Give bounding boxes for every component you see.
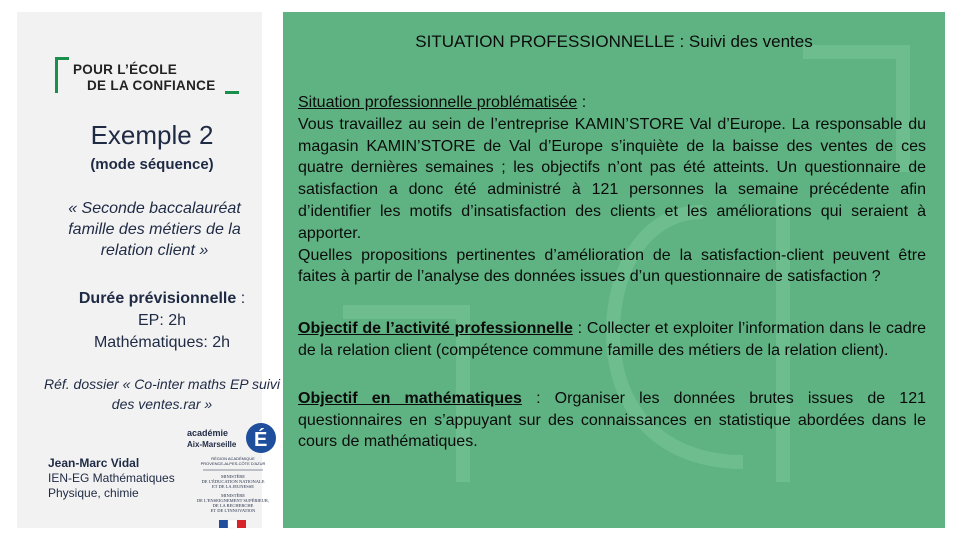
example-title: Exemple 2 [90, 120, 214, 150]
seal-ministry2-b: DE L'ENSEIGNEMENT SUPÉRIEUR, [196, 498, 270, 503]
logo-tick-top [55, 57, 69, 60]
situation-label: Situation professionnelle problématisée [298, 94, 578, 111]
example-subtitle: (mode séquence) [90, 156, 214, 173]
duration-ep: EP: 2h [137, 312, 187, 329]
seal-ministry1-a: MINISTÈRE [221, 474, 245, 479]
ecole-confiance-logo [55, 47, 245, 99]
logo-text-line1: POUR L’ÉCOLE [73, 62, 178, 77]
logo-text-line2: DE LA CONFIANCE [87, 78, 216, 93]
duration-block [47, 288, 277, 354]
seal-emblem-letter: É [254, 429, 268, 451]
seal-academie-text: académie [187, 428, 229, 438]
duration-separator: : [236, 290, 246, 307]
situation-label-sep: : [577, 94, 587, 111]
flag-red [237, 520, 246, 528]
seal-ministry1-c: ET DE LA JEUNESSE [211, 484, 255, 489]
author-name: Jean-Marc Vidal [48, 456, 140, 470]
situation-title: SITUATION PROFESSIONNELLE : Suivi des ventes [415, 32, 813, 51]
objective-math-paragraph [298, 388, 926, 453]
class-description: « Seconde baccalauréat famille des métiers de la relation client » [68, 200, 241, 259]
objective-math-text: : Organiser les données brutes issues de 121 questionnaires en s’appuyant sur des connaissances en statistique abordées dans le cours de mathématiques. [298, 389, 926, 451]
logo-accent-bar [55, 57, 58, 93]
flag-blue [219, 520, 228, 528]
author-block [48, 456, 188, 501]
objective-pro-paragraph [298, 318, 926, 362]
left-panel [17, 12, 280, 528]
duration-label: Durée prévisionnelle [78, 290, 237, 307]
situation-paragraph [298, 92, 926, 114]
seal-ministry2-d: ET DE L'INNOVATION [210, 508, 256, 513]
objective-pro-text: : Collecter et exploiter l’information dans le cadre de la relation client (compétence commune famille des métiers de la relation client). [298, 320, 926, 359]
logo-tick-right [225, 91, 239, 94]
author-department: Physique, chimie [48, 486, 139, 500]
objective-math-label: Objectif en mathématiques [298, 389, 522, 407]
seal-city-text: Aix-Marseille [187, 440, 237, 449]
author-role: IEN-EG Mathématiques [48, 471, 175, 485]
situation-question: Quelles propositions pertinentes d’amélioration de la satisfaction-client peuvent être faites à partir de l’analyse des données issues d’un questionnaire de satisfaction ? [298, 246, 926, 286]
seal-ministry1-b: DE L'ÉDUCATION NATIONALE [201, 479, 265, 484]
situation-text: Vous travaillez au sein de l’entreprise KAMIN’STORE Val d’Europe. La responsable du magasin KAMIN’STORE de Val d’Europe s’inquiète de la baisse des ventes de ces quatre dernières semaines ; les objectifs n’ont pas été atteints. Un questionnaire de satisfaction a donc été administré à 121 personnes la semaine précédente afin d’identifier les motifs d’insatisfaction des clients et les améliorations qui seraient à apporter. [298, 115, 926, 242]
right-panel [283, 12, 945, 528]
flag-white [228, 520, 237, 528]
objective-pro-label: Objectif de l’activité professionnelle [298, 320, 573, 338]
academie-seal-logo [183, 420, 283, 538]
reference-file: Réf. dossier « Co-inter maths EP suivi des ventes.rar » [43, 376, 280, 412]
situation-body [298, 92, 926, 453]
seal-region-text: RÉGION ACADÉMIQUE [211, 456, 255, 461]
seal-region-text-2: PROVENCE-ALPES-CÔTE D'AZUR [200, 461, 266, 466]
duration-math: Mathématiques: 2h [93, 334, 231, 351]
seal-ministry2-a: MINISTÈRE [221, 493, 245, 498]
seal-ministry2-c: DE LA RECHERCHE [212, 503, 254, 508]
